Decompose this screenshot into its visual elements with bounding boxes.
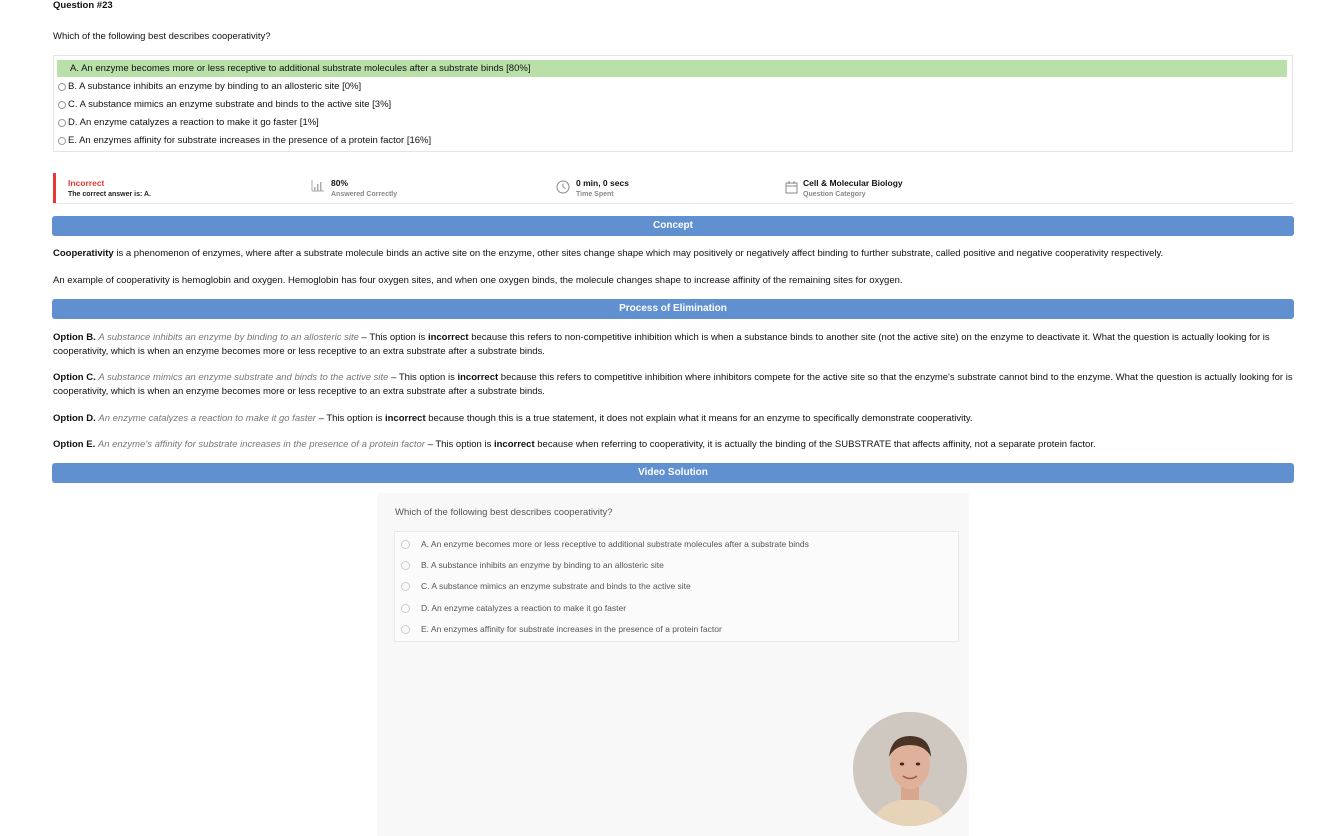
option-b-explanation: because this refers to non-competitive inhibition which is when a substance binds to another site (not the active site) on the enzyme to deactivate it. What the question is actually looking for is cooperativity, which is when an enzyme becomes more or less receptive to an extra substrate after a substrate binds.	[53, 332, 1270, 357]
option-b-quote: A substance inhibits an enzyme by binding to an allosteric site	[98, 332, 359, 343]
result-status: Incorrect	[68, 178, 105, 188]
correct-answer-text: The correct answer is: A.	[68, 191, 151, 198]
time-spent: 0 min, 0 secs	[576, 178, 629, 188]
option-e-explanation: because when referring to cooperativity, it is actually the binding of the SUBSTRATE that affects affinity, not a separate protein factor.	[534, 439, 1096, 450]
radio-icon[interactable]	[58, 119, 66, 127]
option-b-verdict: incorrect	[427, 332, 469, 343]
option-e-quote: An enzyme's affinity for substrate increases in the presence of a protein factor	[97, 439, 425, 450]
radio-icon[interactable]	[58, 137, 66, 145]
radio-icon	[401, 561, 410, 570]
video-option-e	[401, 622, 722, 636]
answer-options	[53, 55, 1293, 152]
option-e-prefix: – This option is	[424, 439, 494, 450]
option-c-quote: A substance mimics an enzyme substrate and binds to the active site	[98, 372, 389, 383]
option-e-label: E. An enzymes affinity for substrate increases in the presence of a protein factor [16%]	[68, 135, 432, 146]
video-option-d-label: D. An enzyme catalyzes a reaction to make it go faster	[421, 603, 627, 613]
percent-correct: 80%	[331, 178, 349, 188]
radio-icon	[401, 625, 410, 634]
video-option-c	[401, 579, 691, 593]
option-e-heading: Option E.	[53, 439, 96, 450]
question-category-label: Question Category	[803, 191, 866, 198]
elimination-header: Process of Elimination	[52, 299, 1294, 319]
concept-paragraph-1	[53, 247, 1293, 261]
presenter-image	[853, 712, 967, 826]
video-options	[394, 531, 959, 642]
option-d-prefix: – This option is	[315, 413, 385, 424]
video-option-a-label: A. An enzyme becomes more or less receptive to additional substrate molecules after a substrate binds	[421, 539, 809, 549]
option-b-prefix: – This option is	[358, 332, 428, 343]
presenter-avatar	[853, 712, 967, 826]
video-option-e-label: E. An enzymes affinity for substrate increases in the presence of a protein factor	[421, 624, 722, 634]
option-d-heading: Option D.	[53, 413, 96, 424]
option-c-prefix: – This option is	[388, 372, 458, 383]
concept-definition: is a phenomenon of enzymes, where after a substrate molecule binds an active site on the enzyme, other sites change shape which may positively or negatively affect binding to further substrate, called positive and negative cooperativity respectively.	[113, 248, 1164, 259]
percent-correct-label: Answered Correctly	[331, 191, 398, 198]
option-d-explanation: because though this is a true statement, it does not explain what it means for an enzyme to specifically demonstrate cooperativity.	[425, 413, 973, 424]
radio-icon[interactable]	[58, 83, 66, 91]
option-c-label: C. A substance mimics an enzyme substrate and binds to the active site [3%]	[68, 99, 392, 110]
clock-icon	[556, 180, 570, 194]
result-stats	[53, 173, 1294, 204]
question-number: Question #23	[53, 0, 113, 11]
option-e[interactable]	[58, 132, 431, 149]
elimination-option-d	[53, 412, 1293, 426]
concept-term: Cooperativity	[53, 248, 114, 259]
calendar-icon	[785, 180, 798, 194]
option-b-label: B. A substance inhibits an enzyme by binding to an allosteric site [0%]	[68, 81, 362, 92]
option-e-verdict: incorrect	[493, 439, 535, 450]
video-question-text: Which of the following best describes cooperativity?	[395, 507, 613, 518]
bar-chart-icon	[311, 179, 325, 192]
option-c-explanation: because this refers to competitive inhibition where inhibitors compete for the active site so that the enzyme's substrate cannot bind to the enzyme. What the question is actually looking for is cooperativity, which is when an enzyme becomes more or less receptive to an extra substrate after a substrate binds.	[53, 372, 1293, 397]
option-d-verdict: incorrect	[384, 413, 426, 424]
option-b[interactable]	[58, 78, 361, 95]
radio-icon	[401, 604, 410, 613]
question-text: Which of the following best describes cooperativity?	[53, 31, 271, 42]
radio-icon	[401, 582, 410, 591]
option-c-heading: Option C.	[53, 372, 96, 383]
concept-paragraph-2: An example of cooperativity is hemoglobin and oxygen. Hemoglobin has four oxygen sites, and when one oxygen binds, the molecule changes shape to increase affinity of the remaining sites for oxygen.	[53, 275, 903, 286]
video-option-b	[401, 558, 664, 572]
video-option-c-label: C. A substance mimics an enzyme substrate and binds to the active site	[421, 581, 691, 591]
option-d-quote: An enzyme catalyzes a reaction to make it go faster	[98, 413, 316, 424]
video-option-a	[401, 537, 809, 551]
video-solution-header: Video Solution	[52, 463, 1294, 483]
time-spent-label: Time Spent	[576, 191, 614, 198]
option-c-verdict: incorrect	[457, 372, 499, 383]
option-d[interactable]	[58, 114, 319, 131]
option-d-label: D. An enzyme catalyzes a reaction to make it go faster [1%]	[68, 117, 319, 128]
concept-header: Concept	[52, 216, 1294, 236]
video-option-d	[401, 601, 626, 615]
option-b-heading: Option B.	[53, 332, 96, 343]
incorrect-indicator	[53, 173, 56, 203]
question-category: Cell & Molecular Biology	[803, 178, 903, 188]
option-c[interactable]	[58, 96, 391, 113]
option-a-label: A. An enzyme becomes more or less receptive to additional substrate molecules after a substrate binds [80%]	[70, 63, 531, 74]
elimination-option-e	[53, 438, 1293, 452]
video-option-b-label: B. A substance inhibits an enzyme by binding to an allosteric site	[421, 560, 664, 570]
elimination-option-c	[53, 371, 1293, 399]
option-a[interactable]	[57, 60, 1287, 77]
elimination-option-b	[53, 331, 1293, 359]
radio-icon[interactable]	[58, 101, 66, 109]
radio-icon	[401, 540, 410, 549]
